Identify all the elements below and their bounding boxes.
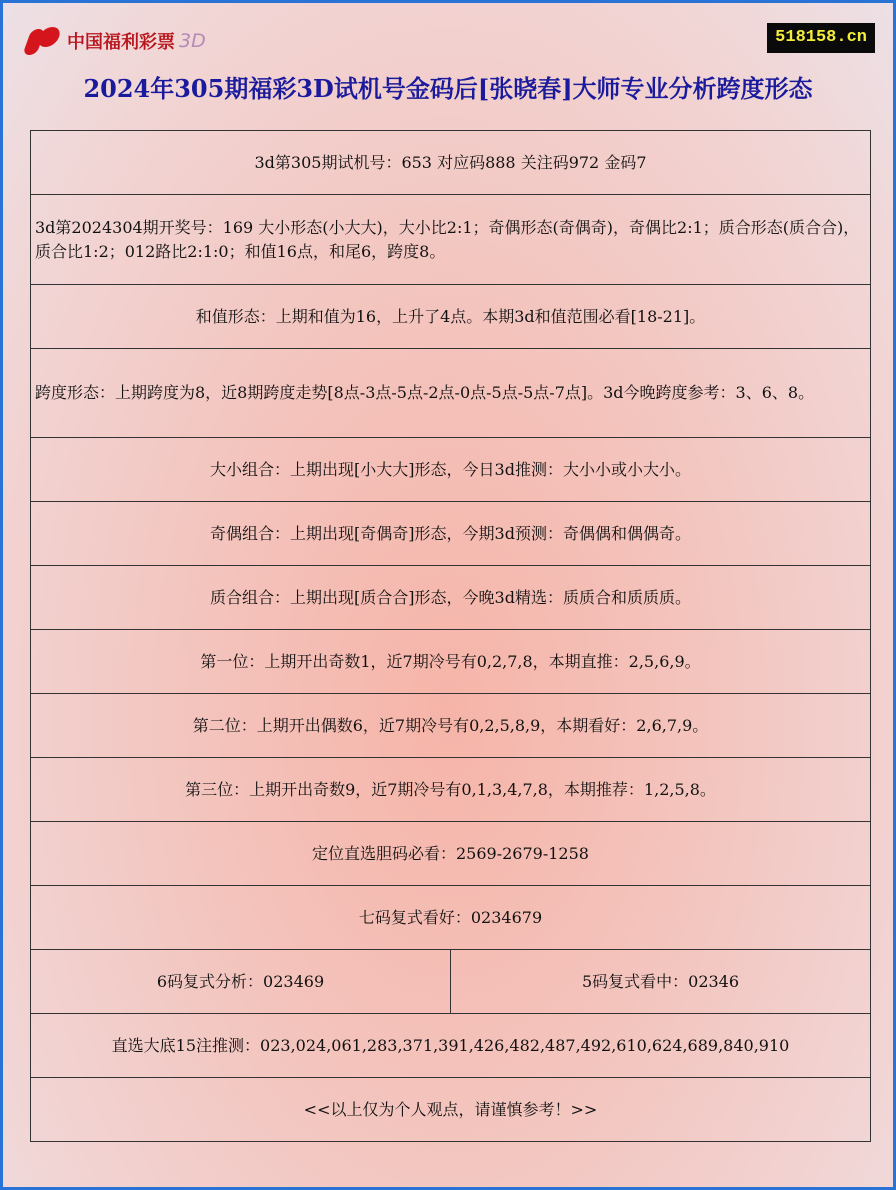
third-digit-row: 第三位：上期开出奇数9，近7期冷号有0,1,3,4,7,8，本期推荐：1,2,5,8。 [31, 758, 871, 822]
span-row: 跨度形态：上期跨度为8，近8期跨度走势[8点-3点-5点-2点-0点-5点-5点-7点]。3d今晚跨度参考：3、6、8。 [31, 349, 871, 438]
five-code-cell: 5码复式看中：02346 [451, 950, 871, 1014]
six-code-cell: 6码复式分析：023469 [31, 950, 451, 1014]
direct-picks-row: 直选大底15注推测：023,024,061,283,371,391,426,482,487,492,610,624,689,840,910 [31, 1014, 871, 1078]
first-digit-row: 第一位：上期开出奇数1，近7期冷号有0,2,7,8，本期直推：2,5,6,9。 [31, 630, 871, 694]
logo-suffix: 3D [179, 30, 206, 52]
prime-row: 质合组合：上期出现[质合合]形态，今晚3d精选：质质合和质质质。 [31, 566, 871, 630]
size-row: 大小组合：上期出现[小大大]形态，今日3d推测：大小小或小大小。 [31, 438, 871, 502]
position-picks-row: 定位直选胆码必看：2569-2679-1258 [31, 822, 871, 886]
disclaimer-row: <<以上仅为个人观点，请谨慎参考！>> [31, 1078, 871, 1142]
lottery-logo [23, 23, 206, 59]
logo-text: 中国福利彩票 [67, 32, 175, 53]
analysis-table [30, 130, 871, 1142]
page-title: 2024年305期福彩3D试机号金码后[张晓春]大师专业分析跨度形态 [83, 74, 813, 103]
seven-code-row: 七码复式看好：0234679 [31, 886, 871, 950]
test-number-row: 3d第305期试机号：653 对应码888 关注码972 金码7 [31, 131, 871, 195]
second-digit-row: 第二位：上期开出偶数6，近7期冷号有0,2,5,8,9，本期看好：2,6,7,9。 [31, 694, 871, 758]
odd-even-row: 奇偶组合：上期出现[奇偶奇]形态，今期3d预测：奇偶偶和偶偶奇。 [31, 502, 871, 566]
logo-icon [23, 23, 63, 59]
site-badge[interactable]: 518158.cn [767, 23, 875, 53]
sum-row: 和值形态：上期和值为16，上升了4点。本期3d和值范围必看[18-21]。 [31, 285, 871, 349]
draw-result-row: 3d第2024304期开奖号：169 大小形态(小大大)，大小比2:1；奇偶形态(奇偶奇)，奇偶比2:1；质合形态(质合合)，质合比1:2；012路比2:1:0；和值16点，和尾6，跨度8。 [31, 195, 871, 285]
